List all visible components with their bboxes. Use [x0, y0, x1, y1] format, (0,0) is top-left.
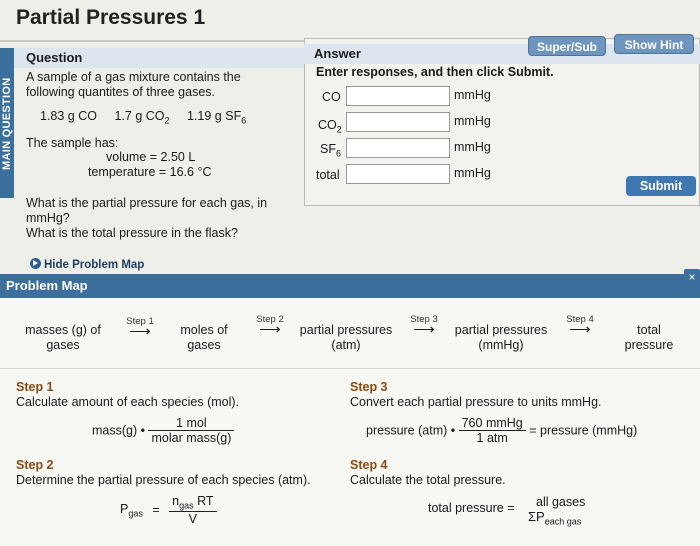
- problem-map-divider: [0, 368, 700, 369]
- problem-map-header: [0, 274, 700, 298]
- step2-arrow: Step 2 ⟶: [250, 314, 290, 335]
- sigma-icon: $\Sigma P_{each gas}$: [528, 509, 582, 527]
- right-arrow-icon: ⟶: [413, 321, 435, 338]
- step4-heading: Step 4: [350, 458, 388, 472]
- co2-pressure-input[interactable]: [346, 112, 450, 132]
- step2-formula: $P_{gas}$ = $\frac{n_{gas} RT}{V}$: [120, 494, 217, 526]
- step4-lhs: total pressure =: [428, 501, 515, 515]
- question-header-label: Question: [26, 50, 83, 65]
- amount-co2: 1.7 g $CO_2$: [114, 109, 170, 126]
- main-question-label: MAIN QUESTION: [1, 77, 13, 170]
- step3-heading: Step 3: [350, 380, 388, 394]
- amount-sf6: 1.19 g $SF_6$: [187, 109, 247, 126]
- gas-amounts: [40, 109, 260, 126]
- temperature-value: temperature = 16.6 °C: [88, 165, 212, 179]
- problem-map-title: Problem Map: [6, 278, 88, 293]
- close-icon[interactable]: ×: [684, 269, 700, 285]
- unit-co2: mmHg: [454, 114, 491, 128]
- question-ask-total: What is the total pressure in the flask?: [26, 226, 238, 240]
- answer-label-sf6: $SF_6$: [320, 142, 341, 159]
- answer-label-co2: $CO_2$: [318, 118, 342, 135]
- node-total-pressure: total pressure: [624, 323, 674, 352]
- step3-formula: pressure (atm) • $\frac{\text{760 mmHg}}{\text{1 atm}}$ = pressure (mmHg): [366, 416, 638, 445]
- node-masses: masses (g) of gases: [25, 323, 101, 352]
- answer-label-total: total: [316, 168, 340, 182]
- step3-text: Convert each partial pressure to units mmHg.: [350, 395, 602, 409]
- right-arrow-icon: ⟶: [259, 321, 281, 338]
- hide-problem-map-label: Hide Problem Map: [44, 259, 145, 271]
- amount-co: 1.83 g CO: [40, 109, 97, 123]
- step4-text: Calculate the total pressure.: [350, 473, 506, 487]
- step1-arrow: Step 1 ⟶: [120, 316, 160, 337]
- show-hint-button[interactable]: Show Hint: [614, 34, 694, 54]
- question-intro: A sample of a gas mixture contains the following quantites of three gases.: [26, 70, 241, 99]
- unit-total: mmHg: [454, 166, 491, 180]
- page-title: Partial Pressures 1: [16, 6, 206, 29]
- step3-arrow: Step 3 ⟶: [404, 314, 444, 335]
- step1-heading: Step 1: [16, 380, 54, 394]
- step1-formula: mass(g) • $\frac{\text{1 mol}}{\text{molar mass(g)}}$: [92, 416, 234, 445]
- volume-value: volume = 2.50 L: [106, 150, 196, 164]
- step2-heading: Step 2: [16, 458, 54, 472]
- node-partial-mmhg: partial pressures (mmHg): [454, 323, 548, 352]
- unit-sf6: mmHg: [454, 140, 491, 154]
- node-moles: moles of gases: [180, 323, 228, 352]
- hide-problem-map-link[interactable]: [30, 258, 144, 271]
- play-circle-icon: [30, 258, 41, 269]
- question-ask-partial: What is the partial pressure for each gas, in mmHg?: [26, 196, 268, 225]
- step2-text: Determine the partial pressure of each species (atm).: [16, 473, 311, 487]
- main-question-sidebar: [0, 48, 14, 198]
- super-sub-button[interactable]: Super/Sub: [528, 36, 606, 56]
- sf6-pressure-input[interactable]: [346, 138, 450, 158]
- right-arrow-icon: ⟶: [129, 323, 151, 340]
- answer-instructions: Enter responses, and then click Submit.: [316, 65, 554, 79]
- right-arrow-icon: ⟶: [569, 321, 591, 338]
- step4-sum-top: all gases: [536, 495, 586, 509]
- answer-header-label: Answer: [314, 46, 361, 61]
- question-header: [14, 48, 304, 68]
- question-ask: [26, 196, 296, 241]
- answer-label-co: CO: [322, 90, 341, 104]
- total-pressure-input[interactable]: [346, 164, 450, 184]
- step4-arrow: Step 4 ⟶: [560, 314, 600, 335]
- submit-button[interactable]: Submit: [626, 176, 696, 196]
- node-partial-atm: partial pressures (atm): [299, 323, 393, 352]
- co-pressure-input[interactable]: [346, 86, 450, 106]
- sample-has-label: The sample has:: [26, 136, 119, 150]
- unit-co: mmHg: [454, 88, 491, 102]
- step1-text: Calculate amount of each species (mol).: [16, 395, 240, 409]
